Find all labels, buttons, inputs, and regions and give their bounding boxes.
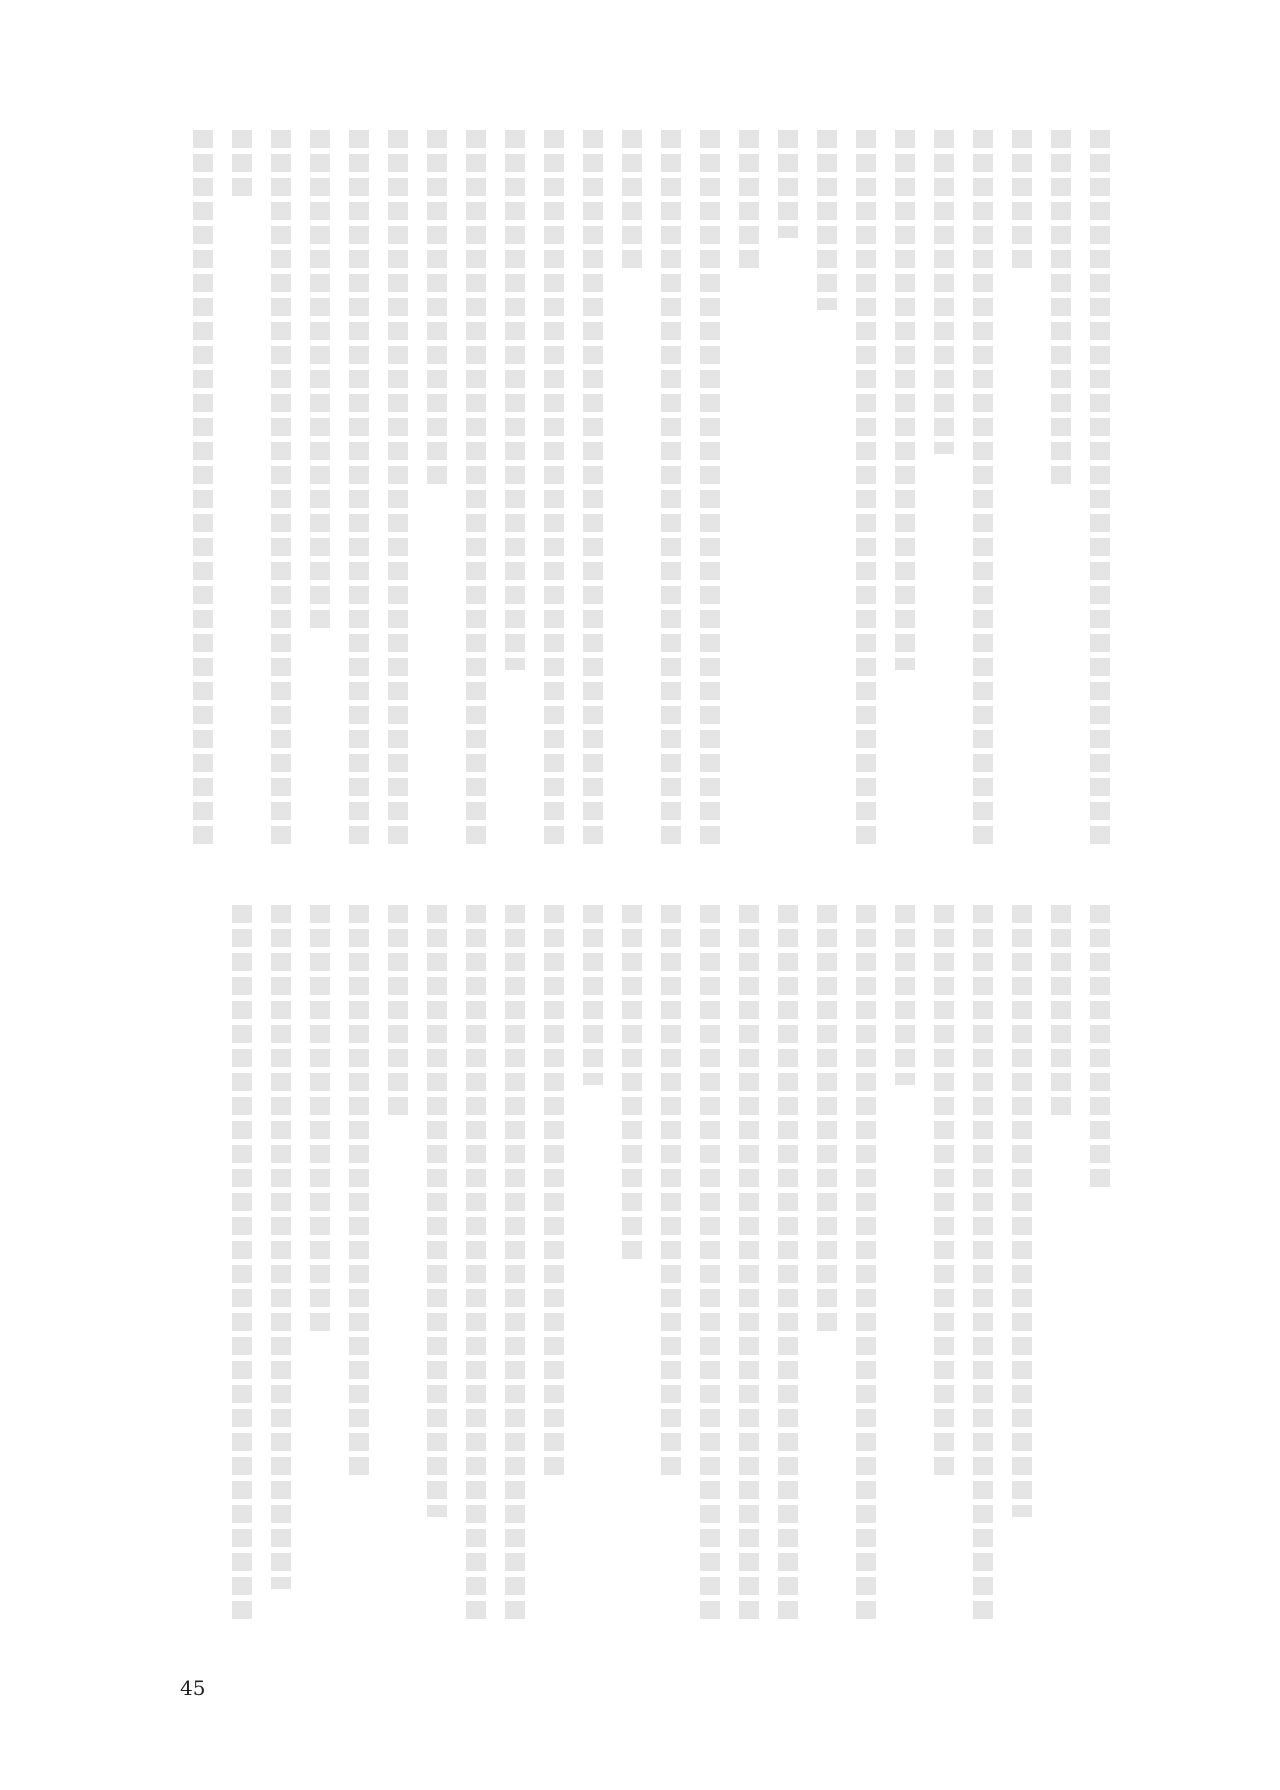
text-column-placeholder xyxy=(700,130,720,850)
text-column-placeholder xyxy=(817,130,837,310)
text-column-placeholder xyxy=(310,905,330,1337)
text-column-placeholder xyxy=(622,130,642,274)
text-column-placeholder xyxy=(271,130,291,850)
text-column-placeholder xyxy=(349,130,369,850)
text-column-placeholder xyxy=(544,130,564,850)
text-column-placeholder xyxy=(973,130,993,850)
text-column-placeholder xyxy=(427,130,447,490)
text-column-placeholder xyxy=(700,905,720,1625)
text-column-placeholder xyxy=(895,905,915,1085)
text-column-placeholder xyxy=(1012,905,1032,1517)
text-column-placeholder xyxy=(505,130,525,670)
lower-text-block xyxy=(180,905,1110,1625)
text-column-placeholder xyxy=(232,905,252,1625)
text-column-placeholder xyxy=(973,905,993,1625)
text-column-placeholder xyxy=(310,130,330,634)
text-column-placeholder xyxy=(193,130,213,850)
text-column-placeholder xyxy=(1012,130,1032,274)
text-column-placeholder xyxy=(544,905,564,1481)
text-column-placeholder xyxy=(271,905,291,1589)
text-column-placeholder xyxy=(934,130,954,454)
upper-text-block xyxy=(180,130,1110,850)
text-column-placeholder xyxy=(349,905,369,1481)
text-column-placeholder xyxy=(661,130,681,850)
text-column-placeholder xyxy=(388,130,408,850)
text-column-placeholder xyxy=(778,905,798,1625)
text-column-placeholder xyxy=(466,130,486,850)
text-column-placeholder xyxy=(1051,905,1071,1121)
text-column-placeholder xyxy=(583,130,603,850)
text-column-placeholder xyxy=(622,905,642,1265)
text-column-placeholder xyxy=(1090,905,1110,1193)
page-number: 45 xyxy=(180,1676,206,1700)
text-column-placeholder xyxy=(466,905,486,1625)
text-column-placeholder xyxy=(739,905,759,1625)
text-column-placeholder xyxy=(934,905,954,1481)
text-column-placeholder xyxy=(817,905,837,1337)
text-column-placeholder xyxy=(739,130,759,274)
text-column-placeholder xyxy=(1051,130,1071,490)
text-column-placeholder xyxy=(583,905,603,1085)
text-column-placeholder xyxy=(856,905,876,1625)
text-column-placeholder xyxy=(1090,130,1110,850)
text-column-placeholder xyxy=(895,130,915,670)
text-column-placeholder xyxy=(232,130,252,202)
text-column-placeholder xyxy=(427,905,447,1517)
text-column-placeholder xyxy=(856,130,876,850)
text-column-placeholder xyxy=(661,905,681,1481)
text-column-placeholder xyxy=(505,905,525,1625)
text-column-placeholder xyxy=(388,905,408,1121)
text-column-placeholder xyxy=(778,130,798,238)
